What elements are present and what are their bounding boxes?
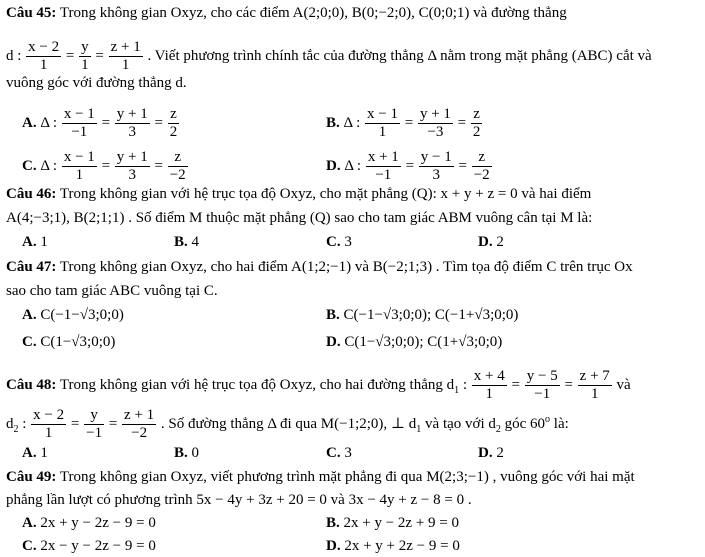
q47-line2: sao cho tam giác ABC vuông tại C. — [6, 283, 218, 299]
q46-line2: A(4;−3;1), B(2;1;1) . Số điểm M thuộc mặt phẳng (Q) sao cho tam giác ABM vuông cân tại M là: — [6, 210, 593, 226]
q45-line3: vuông góc với đường thẳng d. — [6, 75, 187, 91]
q47-label: Câu 47: — [6, 259, 57, 275]
q49-line2: phẳng lần lượt có phương trình 5x − 4y + 3z + 20 = 0 và 3x − 4y + z − 8 = 0 . — [6, 492, 472, 508]
q48-d1-fraction-x: $\frac{x + 4}{1}$ — [473, 368, 505, 402]
q46-line1: Câu 46: Trong không gian với hệ trục tọa độ Oxyz, cho mặt phẳng (Q): x + y + z = 0 và hai điểm — [6, 186, 592, 202]
q45-d-fraction-x: $\frac{x - 2}{1}$ — [28, 39, 60, 73]
q45-d-fraction-z: $\frac{z + 1}{1}$ — [110, 39, 141, 73]
q49-line1: Câu 49: Trong không gian Oxyz, viết phương trình mặt phẳng đi qua M(2;3;−1) , vuông góc với hai mặt — [6, 469, 635, 485]
q48-d2-fraction-z: $\frac{z + 1}{-2}$ — [124, 407, 155, 441]
q47-option-d[interactable]: D. C(1−√3;0;0); C(1+√3;0;0) — [326, 334, 503, 350]
q48-line1: Câu 48: Trong không gian với hệ trục tọa độ Oxyz, cho hai đường thẳng $d_1$ : $\frac{x + 4}{1}$ = $\frac{y - 5}{-1}$ = $\frac{z + 7}{1}$ và — [6, 368, 631, 402]
q48-option-b[interactable]: B. 0 — [174, 445, 200, 461]
q45-d-fraction-y: $\frac{y}{1}$ — [81, 39, 89, 73]
q48-d2-fraction-y: $\frac{y}{-1}$ — [86, 407, 103, 441]
q45-option-c[interactable]: C. Δ : $\frac{x - 1}{1}$ = $\frac{y + 1}{3}$ = $\frac{z}{-2}$ — [22, 149, 186, 183]
q45-line2: d : $\frac{x - 2}{1}$ = $\frac{y}{1}$ = $\frac{z + 1}{1}$ . Viết phương trình chính tắc của đường thẳng Δ nằm trong mặt phẳng (ABC) cắt và — [6, 39, 652, 73]
q45-text: Trong không gian Oxyz, cho các điểm A(2;0;0), B(0;−2;0), C(0;0;1) và đường thẳng — [56, 5, 567, 21]
q46-option-c[interactable]: C. 3 — [326, 234, 352, 250]
q46-option-a[interactable]: A. 1 — [22, 234, 48, 250]
q48-d1-fraction-y: $\frac{y - 5}{-1}$ — [526, 368, 558, 402]
q49-label: Câu 49: — [6, 469, 57, 485]
q48-d2-fraction-x: $\frac{x - 2}{1}$ — [33, 407, 65, 441]
q48-option-d[interactable]: D. 2 — [478, 445, 504, 461]
q49-option-d[interactable]: D. 2x + y + 2z − 9 = 0 — [326, 538, 460, 554]
q45-label: Câu 45: — [6, 5, 57, 21]
q47-line1: Câu 47: Trong không gian Oxyz, cho hai điểm A(1;2;−1) và B(−2;1;3) . Tìm tọa độ điểm C trên trục Ox — [6, 259, 633, 275]
q47-option-a[interactable]: A. C(−1−√3;0;0) — [22, 307, 124, 323]
q45-option-d[interactable]: D. Δ : $\frac{x + 1}{-1}$ = $\frac{y - 1}{3}$ = $\frac{z}{-2}$ — [326, 149, 490, 183]
q45-d-prefix: d : — [6, 47, 26, 64]
q45-text-2: . Viết phương trình chính tắc của đường thẳng Δ nằm trong mặt phẳng (ABC) cắt và — [143, 47, 652, 64]
q46-option-d[interactable]: D. 2 — [478, 234, 504, 250]
q48-option-c[interactable]: C. 3 — [326, 445, 352, 461]
q48-option-a[interactable]: A. 1 — [22, 445, 48, 461]
q48-line2: $d_2$ : $\frac{x - 2}{1}$ = $\frac{y}{-1}$ = $\frac{z + 1}{-2}$ . Số đường thẳng Δ đi qua M(−1;2;0), ⊥ $d_1$ và tạo với $d_2$ góc 60$^o$ là: — [6, 407, 569, 441]
q49-option-c[interactable]: C. 2x − y − 2z − 9 = 0 — [22, 538, 156, 554]
q49-option-b[interactable]: B. 2x + y − 2z + 9 = 0 — [326, 515, 460, 531]
q48-d1-fraction-z: $\frac{z + 7}{1}$ — [579, 368, 610, 402]
q47-option-c[interactable]: C. C(1−√3;0;0) — [22, 334, 116, 350]
q49-option-a[interactable]: A. 2x + y − 2z − 9 = 0 — [22, 515, 156, 531]
q45-option-a[interactable]: A. Δ : $\frac{x - 1}{-1}$ = $\frac{y + 1}{3}$ = $\frac{z}{2}$ — [22, 106, 178, 140]
q45-line1 — [6, 4, 567, 22]
q45-option-b[interactable]: B. Δ : $\frac{x - 1}{1}$ = $\frac{y + 1}{-3}$ = $\frac{z}{2}$ — [326, 106, 481, 140]
q46-option-b[interactable]: B. 4 — [174, 234, 200, 250]
q46-label: Câu 46: — [6, 186, 57, 202]
q47-option-b[interactable]: B. C(−1−√3;0;0); C(−1+√3;0;0) — [326, 307, 519, 323]
q48-label: Câu 48: — [6, 376, 57, 393]
